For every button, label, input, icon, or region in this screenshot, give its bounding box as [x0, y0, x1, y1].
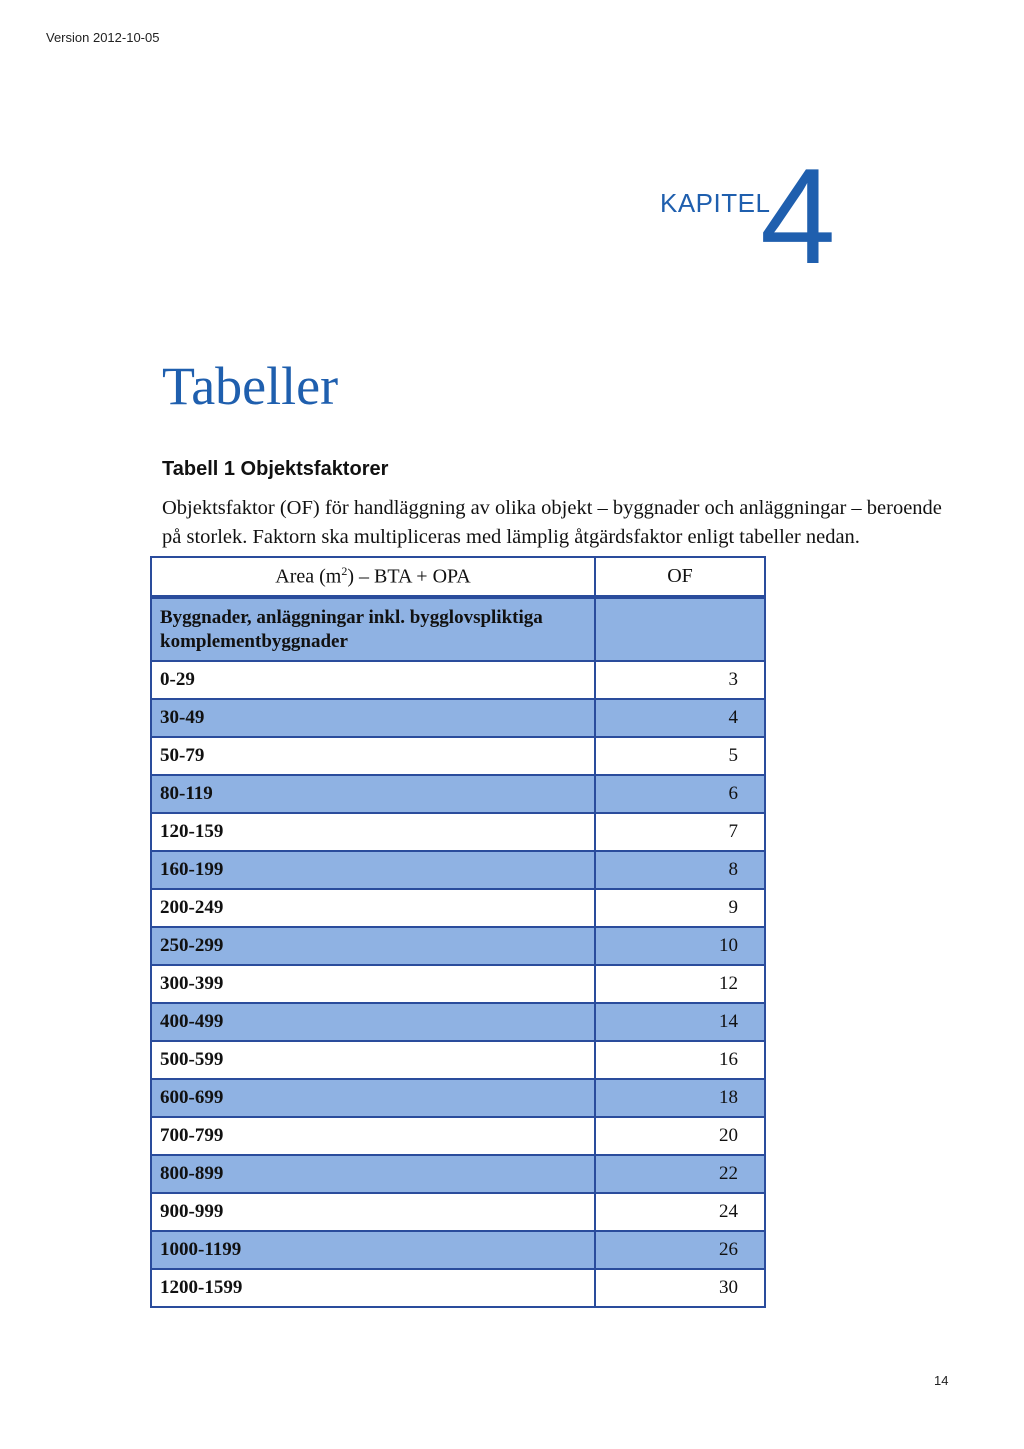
column-header-area-suffix: ) – BTA + OPA — [347, 565, 471, 588]
chapter-number: 4 — [760, 140, 836, 292]
area-range-cell: 30-49 — [151, 699, 595, 737]
page-title: Tabeller — [162, 356, 339, 416]
of-value-cell: 18 — [595, 1079, 765, 1117]
of-value-cell: 16 — [595, 1041, 765, 1079]
of-value-cell: 9 — [595, 889, 765, 927]
table-row — [151, 1231, 765, 1269]
table-row — [151, 813, 765, 851]
section-empty-cell — [595, 597, 765, 661]
of-value-cell: 22 — [595, 1155, 765, 1193]
column-header-area — [151, 557, 595, 597]
of-value-cell: 12 — [595, 965, 765, 1003]
of-value-cell: 6 — [595, 775, 765, 813]
area-range-cell: 1000-1199 — [151, 1231, 595, 1269]
table-row — [151, 927, 765, 965]
table-description: Objektsfaktor (OF) för handläggning av olika objekt – byggnader och anläggningar – beroende på storlek. Faktorn ska multipliceras med lämplig åtgärdsfaktor enligt tabeller nedan. — [162, 497, 942, 548]
table-row — [151, 1041, 765, 1079]
table-row — [151, 1003, 765, 1041]
of-value-cell: 8 — [595, 851, 765, 889]
table-caption: Tabell 1 Objektsfaktorer — [162, 458, 389, 480]
table-row — [151, 1269, 765, 1307]
area-range-cell: 1200-1599 — [151, 1269, 595, 1307]
area-range-cell: 80-119 — [151, 775, 595, 813]
table-row — [151, 851, 765, 889]
page-number: 14 — [934, 1373, 949, 1388]
of-value-cell: 3 — [595, 661, 765, 699]
table-header-row — [151, 557, 765, 597]
area-range-cell: 700-799 — [151, 1117, 595, 1155]
area-range-cell: 500-599 — [151, 1041, 595, 1079]
section-row — [151, 597, 765, 661]
of-value-cell: 24 — [595, 1193, 765, 1231]
area-range-cell: 250-299 — [151, 927, 595, 965]
column-header-of: OF — [595, 557, 765, 597]
table-row — [151, 661, 765, 699]
area-range-cell: 300-399 — [151, 965, 595, 1003]
area-range-cell: 50-79 — [151, 737, 595, 775]
area-range-cell: 0-29 — [151, 661, 595, 699]
table-row — [151, 775, 765, 813]
table-row — [151, 1155, 765, 1193]
area-range-cell: 200-249 — [151, 889, 595, 927]
table-row — [151, 1193, 765, 1231]
chapter-label: KAPITEL — [660, 188, 771, 218]
area-range-cell: 160-199 — [151, 851, 595, 889]
of-value-cell: 4 — [595, 699, 765, 737]
of-value-cell: 14 — [595, 1003, 765, 1041]
of-value-cell: 7 — [595, 813, 765, 851]
table-row — [151, 737, 765, 775]
area-range-cell: 400-499 — [151, 1003, 595, 1041]
table-row — [151, 1117, 765, 1155]
table-row — [151, 1079, 765, 1117]
objektsfaktor-table — [150, 556, 766, 1308]
table-row — [151, 889, 765, 927]
of-value-cell: 5 — [595, 737, 765, 775]
column-header-area-sup: 2 — [341, 564, 348, 579]
of-value-cell: 10 — [595, 927, 765, 965]
column-header-area-prefix: Area (m — [275, 565, 342, 588]
table-row — [151, 699, 765, 737]
of-value-cell: 20 — [595, 1117, 765, 1155]
of-value-cell: 26 — [595, 1231, 765, 1269]
area-range-cell: 600-699 — [151, 1079, 595, 1117]
of-value-cell: 30 — [595, 1269, 765, 1307]
version-label: Version 2012-10-05 — [46, 30, 160, 45]
section-label: Byggnader, anläggningar inkl. bygglovspliktiga komplementbyggnader — [151, 597, 595, 661]
area-range-cell: 800-899 — [151, 1155, 595, 1193]
area-range-cell: 120-159 — [151, 813, 595, 851]
area-range-cell: 900-999 — [151, 1193, 595, 1231]
table-row — [151, 965, 765, 1003]
